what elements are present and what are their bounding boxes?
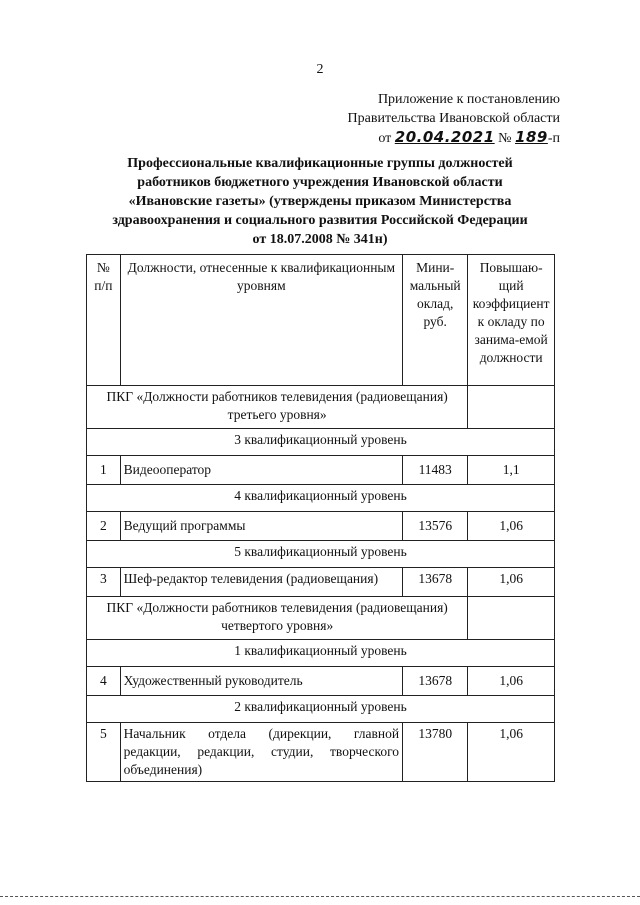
- row-position: Шеф-редактор телевидения (радиовещания): [120, 568, 402, 597]
- table-row: [87, 568, 555, 597]
- header-salary: Мини-мальный оклад, руб.: [403, 255, 468, 386]
- row-coefficient: 1,06: [468, 723, 555, 782]
- row-num: 2: [87, 512, 121, 541]
- row-salary: 13678: [403, 568, 468, 597]
- level-title: 1 квалификационный уровень: [87, 640, 555, 667]
- level-title: 2 квалификационный уровень: [87, 696, 555, 723]
- table-row: [87, 512, 555, 541]
- level-row: [87, 696, 555, 723]
- empty-cell: [468, 597, 555, 640]
- appendix-line-1: Приложение к постановлению: [377, 92, 560, 107]
- title-line-4: здравоохранения и социального развития Российской Федерации: [112, 213, 528, 228]
- level-row: [87, 485, 555, 512]
- decree-number: 189: [515, 128, 548, 146]
- document-title: [95, 154, 545, 249]
- empty-cell: [468, 386, 555, 429]
- row-position: Видеооператор: [120, 456, 402, 485]
- row-position: Художественный руководитель: [120, 667, 402, 696]
- table-row: [87, 456, 555, 485]
- row-salary: 11483: [403, 456, 468, 485]
- row-position: Начальник отдела (дирекции, главной редакции, редакции, студии, творческого объединения): [120, 723, 402, 782]
- row-salary: 13576: [403, 512, 468, 541]
- header-coefficient: Повышаю-щий коэффициент к окладу по занима-емой должности: [468, 255, 555, 386]
- level-title: 3 квалификационный уровень: [87, 429, 555, 456]
- row-coefficient: 1,06: [468, 512, 555, 541]
- title-line-2: работников бюджетного учреждения Ивановской области: [137, 175, 503, 190]
- level-row: [87, 541, 555, 568]
- row-coefficient: 1,06: [468, 667, 555, 696]
- row-position: Ведущий программы: [120, 512, 402, 541]
- title-line-1: Профессиональные квалификационные группы должностей: [127, 156, 513, 171]
- header-num: № п/п: [87, 255, 121, 386]
- row-salary: 13678: [403, 667, 468, 696]
- from-label: от: [378, 131, 392, 146]
- qualification-table: [86, 254, 555, 782]
- row-num: 4: [87, 667, 121, 696]
- row-num: 3: [87, 568, 121, 597]
- header-position: Должности, отнесенные к квалификационным уровням: [120, 255, 402, 386]
- pkg-row-third-level: [87, 386, 555, 429]
- appendix-line-3: [348, 128, 560, 148]
- pkg-row-fourth-level: [87, 597, 555, 640]
- level-title: 4 квалификационный уровень: [87, 485, 555, 512]
- pkg-group-title: ПКГ «Должности работников телевидения (радиовещания) четвертого уровня»: [87, 597, 468, 640]
- row-num: 1: [87, 456, 121, 485]
- row-salary: 13780: [403, 723, 468, 782]
- level-row: [87, 429, 555, 456]
- row-coefficient: 1,1: [468, 456, 555, 485]
- level-row: [87, 640, 555, 667]
- number-suffix: -п: [547, 131, 560, 146]
- decree-date: 20.04.2021: [394, 128, 495, 146]
- bottom-scan-rule: [0, 896, 640, 897]
- table-row: [87, 723, 555, 782]
- table-header-row: [87, 255, 555, 386]
- appendix-block: [348, 90, 560, 148]
- page-number: 2: [316, 62, 324, 77]
- title-line-5: от 18.07.2008 № 341н): [252, 232, 388, 247]
- row-num: 5: [87, 723, 121, 782]
- title-line-3: «Ивановские газеты» (утверждены приказом Министерства: [128, 194, 512, 209]
- appendix-line-2: Правительства Ивановской области: [347, 111, 560, 126]
- row-coefficient: 1,06: [468, 568, 555, 597]
- pkg-group-title: ПКГ «Должности работников телевидения (радиовещания) третьего уровня»: [87, 386, 468, 429]
- level-title: 5 квалификационный уровень: [87, 541, 555, 568]
- table-row: [87, 667, 555, 696]
- number-label: №: [498, 131, 512, 146]
